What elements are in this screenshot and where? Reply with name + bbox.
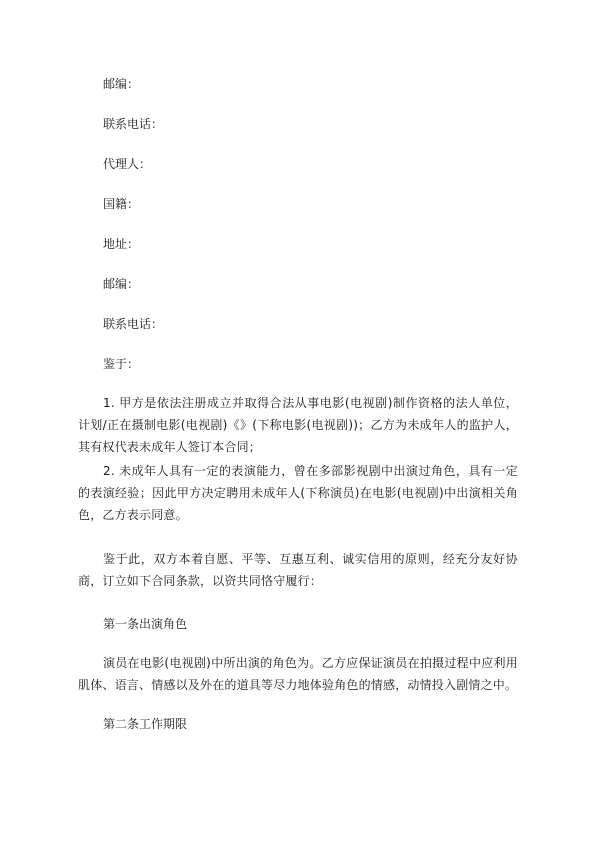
- article-2-title: 第二条工作期限: [103, 717, 188, 731]
- postcode-label-2: 邮编：: [103, 277, 140, 291]
- recital-heading: 鉴于：: [103, 357, 140, 371]
- recital-conclusion: 鉴于此，双方本着自愿、平等、互惠互利、诚实信用的原则，经充分友好协商，订立如下合同条款，以资共同恪守履行：: [78, 552, 518, 588]
- postcode-label-1: 邮编：: [103, 77, 140, 91]
- nationality-label: 国籍：: [103, 197, 140, 211]
- article-1-title: 第一条出演角色: [103, 617, 188, 631]
- agent-label: 代理人：: [103, 157, 152, 171]
- article-1-body: 演员在电影(电视剧)中所出演的角色为。乙方应保证演员在拍摄过程中应利用肌体、语言、情感以及外在的道具等尽力地体验角色的情感，动情投入剧情之中。: [78, 656, 518, 692]
- phone-label-1: 联系电话：: [103, 117, 164, 131]
- phone-label-2: 联系电话：: [103, 317, 164, 331]
- recital-item-1: 1. 甲方是依法注册成立并取得合法从事电影(电视剧)制作资格的法人单位，计划/正在摄制电影(电视剧)《》(下称电影(电视剧))；乙方为未成年人的监护人，其有权代表未成年人签订本合同；: [78, 396, 518, 454]
- recital-item-2: 2. 未成年人具有一定的表演能力，曾在多部影视剧中出演过角色，具有一定的表演经验；因此甲方决定聘用未成年人(下称演员)在电影(电视剧)中出演相关角色，乙方表示同意。: [78, 464, 518, 522]
- address-label: 地址：: [103, 237, 140, 251]
